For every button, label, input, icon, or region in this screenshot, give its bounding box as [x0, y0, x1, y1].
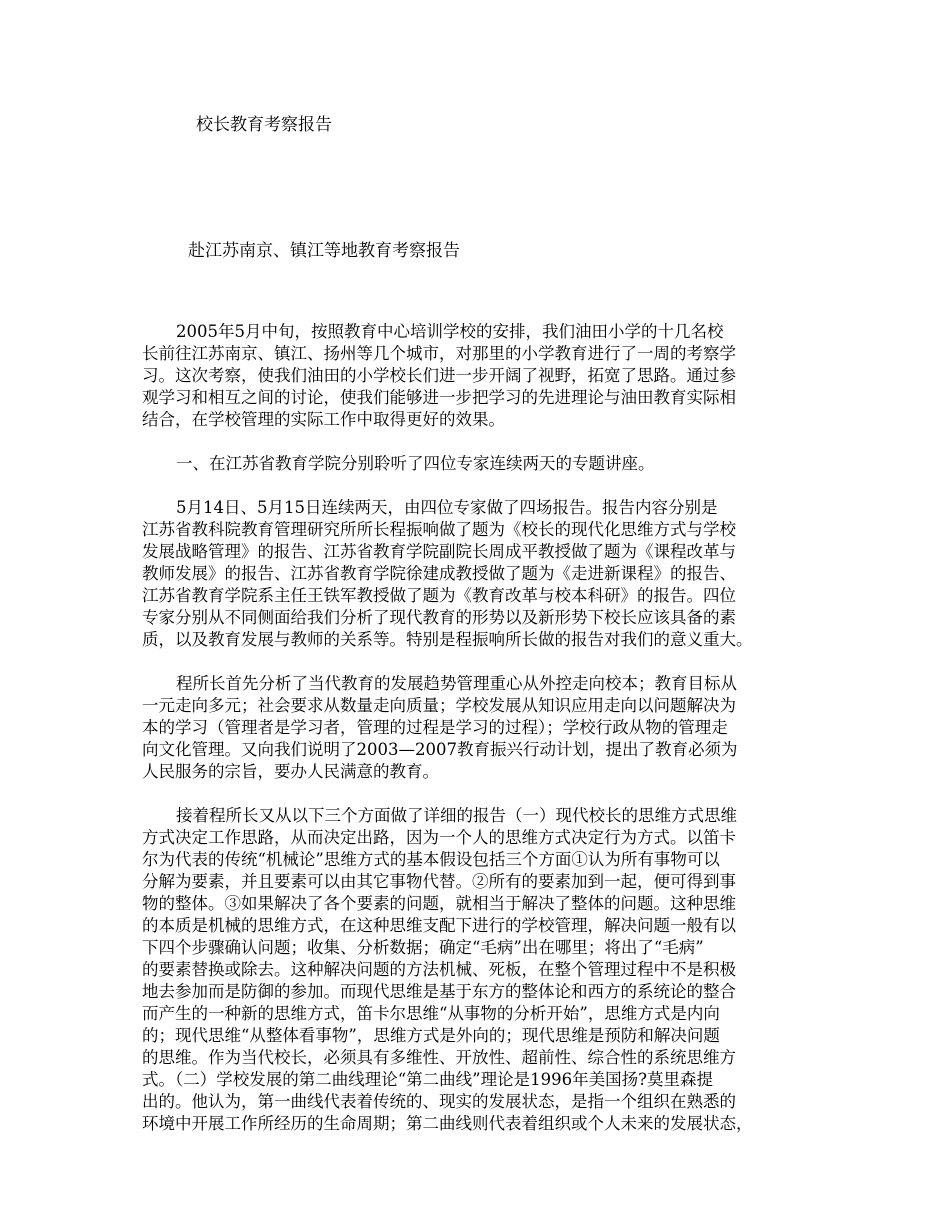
document-title: 校长教育考察报告	[196, 115, 332, 135]
paragraph-line: 人民服务的宗旨，要办人民满意的教育。	[142, 762, 439, 781]
paragraph	[142, 321, 828, 431]
paragraph-line: 的；现代思维“从整体看事物”，思维方式是外向的；现代思维是预防和解决问题	[142, 1026, 720, 1045]
paragraph-line: 程所长首先分析了当代教育的发展趋势管理重心从外控走向校本；教育目标从	[176, 674, 737, 693]
paragraph-line: 地去参加而是防御的参加。而现代思维是基于东方的整体论和西方的系统论的整合	[142, 982, 736, 1001]
paragraph-line: 2005年5月中旬，按照教育中心培训学校的安排，我们油田小学的十几名校	[176, 322, 724, 341]
paragraph-line: 长前往江苏南京、镇江、扬州等几个城市，对那里的小学教育进行了一周的考察学	[142, 344, 736, 363]
paragraph-line: 一、在江苏省教育学院分别聆听了四位专家连续两天的专题讲座。	[176, 454, 655, 473]
paragraph	[142, 673, 828, 783]
paragraph-line: 接着程所长又从以下三个方面做了详细的报告（一）现代校长的思维方式思维	[176, 806, 737, 825]
document-body	[142, 321, 828, 1157]
paragraph-line: 一元走向多元；社会要求从数量走向质量；学校发展从知识应用走向以问题解决为	[142, 696, 736, 715]
paragraph-line: 习。这次考察，使我们油田的小学校长们进一步开阔了视野，拓宽了思路。通过参	[142, 366, 736, 385]
paragraph-line: 下四个步骤确认问题；收集、分析数据；确定“毛病”出在哪里；将出了“毛病”	[142, 938, 704, 957]
paragraph	[142, 805, 828, 1135]
paragraph-line: 专家分别从不同侧面给我们分析了现代教育的形势以及新形势下校长应该具备的素	[142, 608, 736, 627]
paragraph-line: 分解为要素，并且要素可以由其它事物代替。②所有的要素加到一起，便可得到事	[142, 872, 736, 891]
paragraph-line: 江苏省教科院教育管理研究所所长程振响做了题为《校长的现代化思维方式与学校	[142, 520, 736, 539]
paragraph-line: 本的学习（管理者是学习者，管理的过程是学习的过程）；学校行政从物的管理走	[142, 718, 728, 737]
paragraph-line: 向文化管理。又向我们说明了2003—2007教育振兴行动计划，提出了教育必须为	[142, 740, 738, 759]
paragraph-line: 的要素替换或除去。这种解决问题的方法机械、死板，在整个管理过程中不是积极	[142, 960, 736, 979]
paragraph-line: 出的。他认为，第一曲线代表着传统的、现实的发展状态，是指一个组织在熟悉的	[142, 1092, 736, 1111]
paragraph-line: 5月14日、5月15日连续两天，由四位专家做了四场报告。报告内容分别是	[176, 498, 718, 517]
paragraph-line: 的本质是机械的思维方式，在这种思维支配下进行的学校管理，解决问题一般有以	[142, 916, 736, 935]
paragraph-line: 发展战略管理》的报告、江苏省教育学院副院长周成平教授做了题为《课程改革与	[142, 542, 736, 561]
paragraph-line: 而产生的一种新的思维方式，笛卡尔思维“从事物的分析开始”，思维方式是内向	[142, 1004, 720, 1023]
paragraph-line: 物的整体。③如果解决了各个要素的问题，就相当于解决了整体的问题。这种思维	[142, 894, 736, 913]
paragraph-line: 的思维。作为当代校长，必须具有多维性、开放性、超前性、综合性的系统思维方	[142, 1048, 736, 1067]
paragraph-line: 环境中开展工作所经历的生命周期；第二曲线则代表着组织或个人未来的发展状态，	[142, 1114, 753, 1133]
paragraph-line: 方式决定工作思路，从而决定出路，因为一个人的思维方式决定行为方式。以笛卡	[142, 828, 736, 847]
paragraph-line: 式。（二）学校发展的第二曲线理论“第二曲线”理论是1996年美国扬?莫里森提	[142, 1070, 713, 1089]
paragraph	[142, 497, 828, 651]
paragraph-line: 教师发展》的报告、江苏省教育学院徐建成教授做了题为《走进新课程》的报告、	[142, 564, 736, 583]
paragraph-line: 质，以及教育发展与教师的关系等。特别是程振响所长做的报告对我们的意义重大。	[142, 630, 753, 649]
paragraph	[142, 453, 828, 475]
paragraph-line: 观学习和相互之间的讨论，使我们能够进一步把学习的先进理论与油田教育实际相	[142, 388, 736, 407]
paragraph-line: 结合，在学校管理的实际工作中取得更好的效果。	[142, 410, 505, 429]
document-subtitle: 赴江苏南京、镇江等地教育考察报告	[188, 241, 460, 261]
paragraph-line: 尔为代表的传统“机械论”思维方式的基本假设包括三个方面①认为所有事物可以	[142, 850, 720, 869]
paragraph-line: 江苏省教育学院系主任王铁军教授做了题为《教育改革与校本科研》的报告。四位	[142, 586, 736, 605]
